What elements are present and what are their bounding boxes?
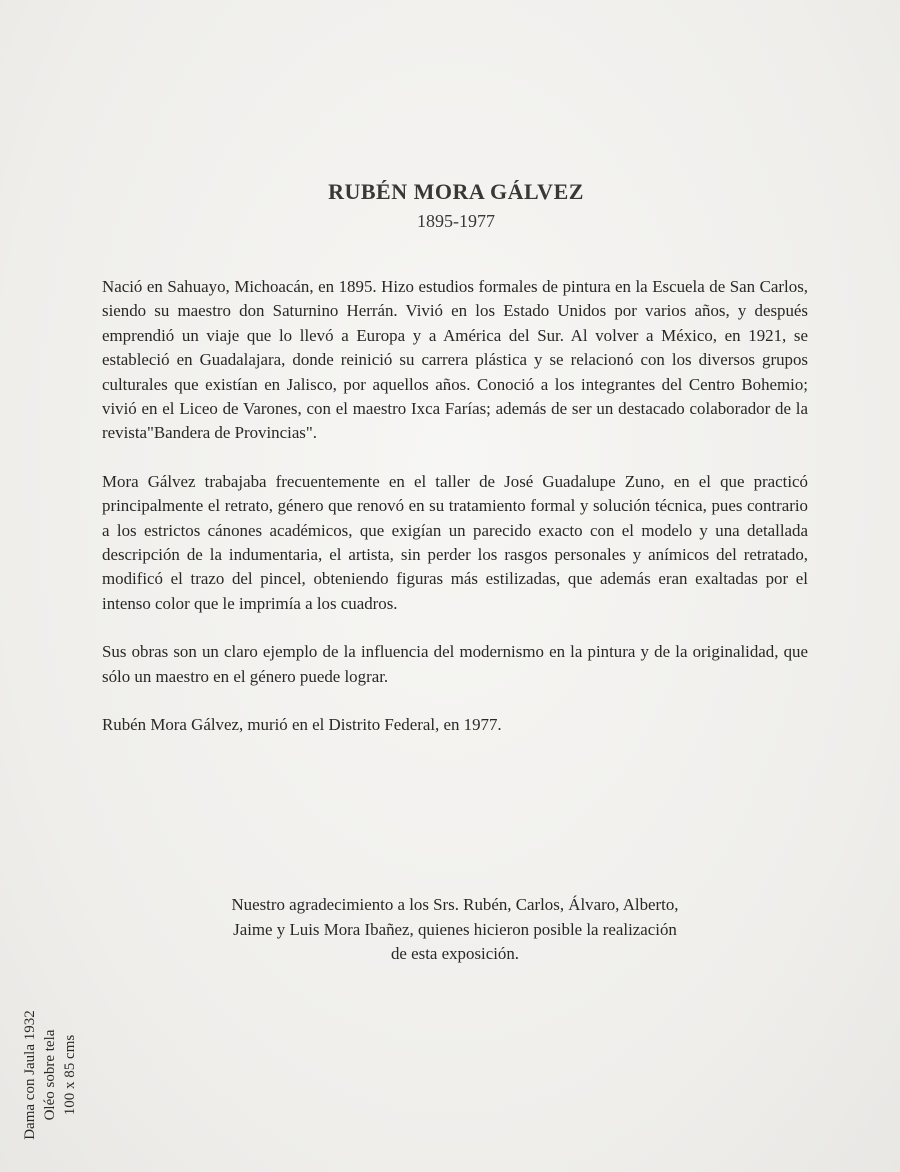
biography-text: [102, 275, 808, 762]
acknowledgement-line-2: Jaime y Luis Mora Ibañez, quienes hicieron posible la realización: [233, 919, 677, 939]
artwork-title: Dama con Jaula 1932: [22, 1010, 38, 1140]
acknowledgement-block: [190, 893, 720, 967]
acknowledgement-line-1: Nuestro agradecimiento a los Srs. Rubén, Carlos, Álvaro, Alberto,: [231, 895, 679, 914]
biography-paragraph-1: Nació en Sahuayo, Michoacán, en 1895. Hizo estudios formales de pintura en la Escuela de San Carlos, siendo su maestro don Saturnino Herrán. Vivió en los Estado Unidos por varios años, y después emprendió un viaje que lo llevó a Europa y a América del Sur. Al volver a México, en 1921, se estableció en Guadalajara, donde reinició su carrera plástica y se relacionó con los diversos grupos culturales que existían en Jalisco, por aquellos años. Conoció a los integrantes del Centro Bohemio; vivió en el Liceo de Varones, con el maestro Ixca Farías; además de ser un destacado colaborador de la revista"Bandera de Provincias".: [102, 277, 808, 443]
page-header: [0, 178, 900, 234]
artwork-caption: [20, 990, 80, 1160]
artist-life-dates: 1895-1977: [417, 211, 495, 231]
biography-paragraph-3: Sus obras son un claro ejemplo de la influencia del modernismo en la pintura y de la originalidad, que sólo un maestro en el género puede lograr.: [102, 642, 808, 686]
biography-paragraph-4: Rubén Mora Gálvez, murió en el Distrito Federal, en 1977.: [102, 715, 502, 735]
biography-paragraph-2: Mora Gálvez trabajaba frecuentemente en el taller de José Guadalupe Zuno, en el que practicó principalmente el retrato, género que renovó en su tratamiento formal y solución técnica, pues contrario a los estrictos cánones académicos, que exigían un parecido exacto con el modelo y una detallada descripción de la indumentaria, el artista, sin perder los rasgos personales y anímicos del retratado, modificó el trazo del pincel, obteniendo figuras más estilizadas, que además eran exaltadas por el intenso color que le imprimía a los cuadros.: [102, 471, 808, 613]
artwork-size: 100 x 85 cms: [62, 1034, 78, 1116]
acknowledgement-line-3: de esta exposición.: [390, 944, 520, 963]
artist-name-title: RUBÉN MORA GÁLVEZ: [328, 179, 584, 204]
artwork-medium: Oléo sobre tela: [42, 1029, 58, 1121]
